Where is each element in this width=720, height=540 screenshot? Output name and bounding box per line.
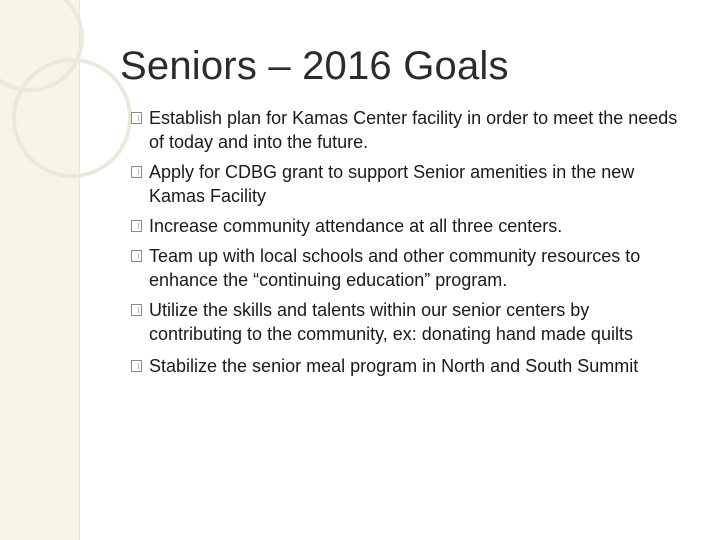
list-item <box>127 160 687 208</box>
missing-glyph-box-icon <box>131 220 142 232</box>
missing-glyph-box-icon <box>131 250 142 262</box>
left-decorative-band <box>0 0 80 540</box>
missing-glyph-box-icon <box>131 166 142 178</box>
list-item-text: Team up with local schools and other community resources to enhance the “continuing education” program. <box>149 246 641 290</box>
list-item-text: Apply for CDBG grant to support Senior amenities in the new Kamas Facility <box>149 162 635 206</box>
goals-list <box>127 106 687 384</box>
missing-glyph-box-icon <box>131 304 142 316</box>
list-item-text: Increase community attendance at all three centers. <box>149 216 563 236</box>
missing-glyph-box-icon <box>131 112 142 124</box>
list-item <box>127 298 687 346</box>
slide-title: Seniors – 2016 Goals <box>120 44 509 88</box>
list-item <box>127 354 687 378</box>
list-item <box>127 214 687 238</box>
list-item-text: Establish plan for Kamas Center facility in order to meet the needs of today and into the future. <box>149 108 678 152</box>
missing-glyph-box-icon <box>131 360 142 372</box>
list-item <box>127 244 687 292</box>
list-item <box>127 106 687 154</box>
list-item-text: Stabilize the senior meal program in North and South Summit <box>149 356 639 376</box>
list-item-text: Utilize the skills and talents within our senior centers by contributing to the community, ex: donating hand made quilts <box>149 300 633 344</box>
